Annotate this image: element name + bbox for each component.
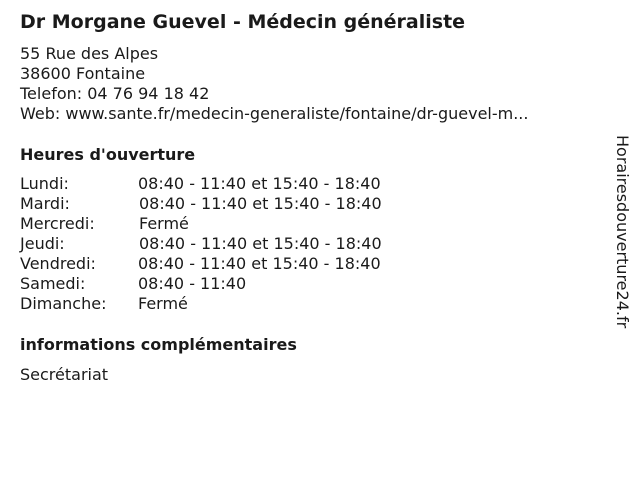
- time-value: 08:40 - 11:40 et 15:40 - 18:40: [139, 234, 382, 253]
- day-label: Mercredi:: [20, 214, 95, 233]
- day-label: Jeudi:: [20, 234, 65, 253]
- info-heading: informations complémentaires: [20, 335, 297, 354]
- phone-number: Telefon: 04 76 94 18 42: [20, 84, 210, 103]
- page-title: Dr Morgane Guevel - Médecin généraliste: [20, 11, 466, 33]
- time-value: 08:40 - 11:40: [138, 274, 247, 293]
- address-street: 55 Rue des Alpes: [20, 44, 159, 63]
- day-label: Lundi:: [20, 174, 69, 193]
- hours-heading: Heures d'ouverture: [20, 145, 196, 164]
- time-value: 08:40 - 11:40 et 15:40 - 18:40: [138, 174, 381, 193]
- address-block: [20, 44, 528, 124]
- address-city: 38600 Fontaine: [20, 64, 146, 83]
- day-label: Samedi:: [20, 274, 86, 293]
- day-label: Vendredi:: [20, 254, 96, 273]
- brand-watermark: Horairesdouverture24.fr: [613, 135, 632, 329]
- time-value: Fermé: [139, 214, 189, 233]
- day-label: Mardi:: [20, 194, 70, 213]
- website-link[interactable]: Web: www.sante.fr/medecin-generaliste/fontaine/dr-guevel-m...: [20, 104, 529, 123]
- time-value: 08:40 - 11:40 et 15:40 - 18:40: [138, 254, 381, 273]
- time-value: Fermé: [138, 294, 188, 313]
- info-text: Secrétariat: [20, 365, 109, 384]
- time-value: 08:40 - 11:40 et 15:40 - 18:40: [139, 194, 382, 213]
- day-label: Dimanche:: [20, 294, 107, 313]
